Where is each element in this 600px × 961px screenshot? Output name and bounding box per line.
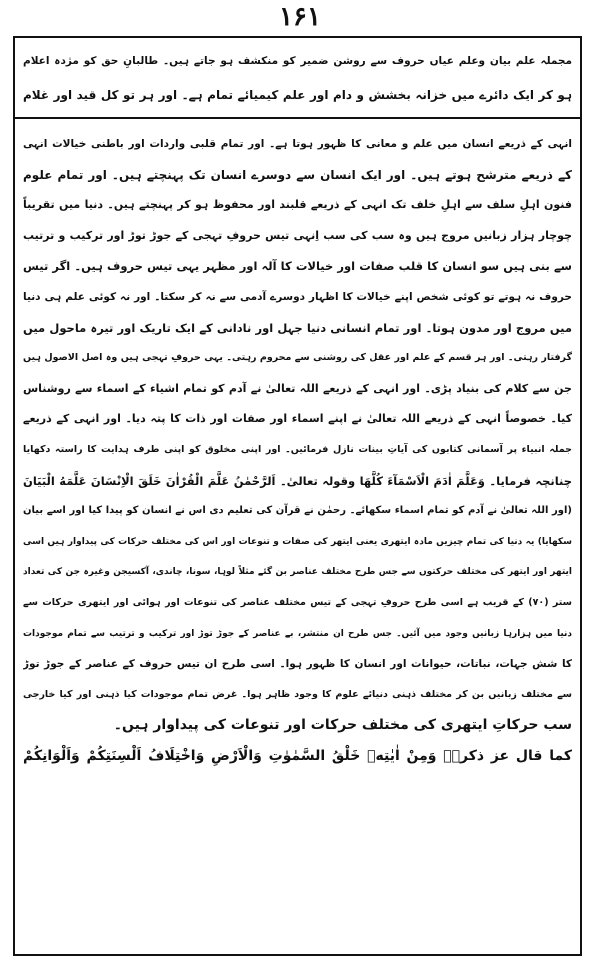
body-line: فنون اہلِ سلف سے اہلِ خلف تک انہی کے ذریعے قلبند اور محفوظ ہو کر پہنچتے ہیں۔ دنیا میں تقریباً: [23, 198, 572, 212]
body-text: [15, 119, 580, 954]
body-line: ستر (۷۰) کے قریب ہے اسی طرح حروفِ تہجی کے تیس مختلف عناصر کی تنوعات اور ہوائی اور ایتھری حرکات سے: [23, 596, 572, 608]
header-line: ہو کر ایک دائرے میں خزانہ بخشش و دام اور علم کیمیائے تمام ہے۔ اور ہر تو کل قید اور غلام: [23, 88, 572, 102]
header-box: [15, 38, 580, 119]
body-line: سے بنی ہیں سو انسان کا قلب صفات اور خیالات کا آلہ اور مظہر یہی تیس حروف ہیں۔ اگر تیس: [23, 259, 572, 274]
text-frame: [13, 36, 582, 956]
body-line: حروف نہ ہوتے تو کوئی شخص اپنے خیالات کا اظہار دوسرے آدمی سے نہ کر سکتا۔ اور نہ کوئی علم ہی دنیا: [23, 290, 572, 303]
header-line: مجملہ علم بیان وعلم عیاں حروف سے روشن ضمیر کو منکشف ہو جاتے ہیں۔ طالبانِ حق کو مژدہ اعلام: [23, 55, 572, 67]
body-line: جن سے کلام کی بنیاد پڑی۔ اور انہی کے ذریعے اللہ تعالیٰ نے آدم کو تمام اشیاء کے اسماء سے روشناس: [23, 381, 572, 395]
body-line: کا شش جہات، نباتات، حیوانات اور انسان کا ظہور ہوا۔ اسی طرح ان تیس حروف کے عناصر کے جوڑ توڑ: [23, 658, 572, 671]
body-line: سکھایا) یہ دنیا کی تمام چیزیں مادہ ایتھری یعنی ایتھر کی صفات و تنوعات اور اس کی مختلف حرکات کی پیداوار ہیں اسی: [23, 536, 572, 547]
body-line: جملہ انبیاء پر آسمانی کتابوں کی آیاتِ بینات نازل فرمائیں۔ اور اپنی مخلوق کو اپنی طرف ہدایت کا راستہ دکھایا: [23, 443, 572, 455]
body-line: دنیا میں ہزارہا زبانیں وجود میں آئیں۔ جس طرح ان منتشر، بے عناصر کے جوڑ توڑ اور ترکیب و ترتیب سے تمام موجودات: [23, 628, 572, 639]
body-line: گرفتار رہتی۔ اور ہر قسم کے علم اور عقل کی روشنی سے محروم رہتی۔ یہی حروفِ تہجی ہیں وہ اصل الاصول ہیں: [23, 352, 572, 364]
body-line: کے ذریعے مترشح ہوتے ہیں۔ اور ایک انسان سے دوسرے انسان تک پہنچتے ہیں۔ اور تمام علوم: [23, 167, 572, 182]
body-line: ایتھر اور ایتھر کی مختلف حرکتوں سے جس طرح مختلف عناصر بن گئے مثلاً لوہا، سونا، چاندی، آکسیجن وغیرہ جن کی تعداد: [23, 567, 572, 578]
body-line: چوچار ہزار زبانیں مروج ہیں وہ سب کی سب اِنہی تیس حروفِ تہجی کے جوڑ توڑ اور ترکیب و ترتیب: [23, 228, 572, 242]
page-number: ۱۶۱: [279, 2, 321, 32]
body-line: میں مروج اور مدون ہوتا۔ اور تمام انسانی دنیا جہل اور نادانی کے ایک تاریک اور تیرہ ماحول میں: [23, 320, 572, 335]
body-line: کیا۔ خصوصاً انہی کے ذریعے اللہ تعالیٰ نے اپنے اسماء اور صفات اور ذات کا پتہ دیا۔ اور انہی کے ذریعے: [23, 412, 572, 426]
body-line: انہی کے ذریعے انسان میں علم و معانی کا ظہور ہوتا ہے۔ اور تمام قلبی واردات اور باطنی خیالات انہی: [23, 138, 572, 150]
body-line: کما قال عز ذکرہ۔ وَمِنْ اٰيٰتِهٖ خَلْقُ السَّمٰوٰتِ وَالْاَرْضِ وَاخْتِلَافُ اَلْسِنَتِكُمْ وَاَلْوَانِكُمْ: [23, 747, 572, 764]
body-line: (اور اللہ تعالیٰ نے آدم کو تمام اسماء سکھائے۔ رحمٰن نے قرآن کی تعلیم دی اس نے انسان کو پیدا کیا اور اسے بیان: [23, 505, 572, 517]
body-line: سے مختلف زبانیں بن کر مختلف ذہنی دنیائے علوم کا وجود ظاہر ہوا۔ غرض تمام موجودات کیا ذہنی اور کیا خارجی: [23, 688, 572, 700]
body-line: چنانچہ فرمایا۔ وَعَلَّمَ اٰدَمَ الْاَسْمَآءَ كُلَّهَا وقولہ تعالیٰ۔ اَلرَّحْمٰنُ عَلَّمَ الْقُرْاٰنَ خَلَقَ الْاِنْسَانَ عَلَّمَهُ الْبَيَانَ: [23, 473, 572, 488]
body-line: سب حرکاتِ ایتھری کی مختلف حرکات اور تنوعات کی پیداوار ہیں۔: [113, 717, 572, 734]
